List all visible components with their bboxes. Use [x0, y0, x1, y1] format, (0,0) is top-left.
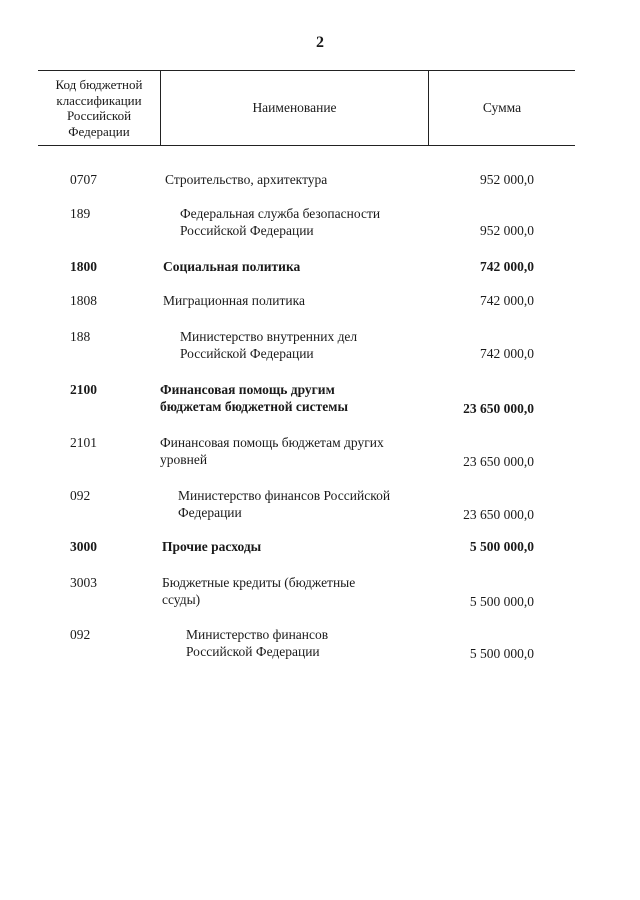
row-code: 0707 [70, 172, 97, 187]
row-amount: 23 650 000,0 [463, 454, 534, 469]
row-code: 3003 [70, 575, 97, 590]
row-amount: 742 000,0 [480, 293, 534, 308]
row-code: 092 [70, 627, 91, 642]
row-amount: 742 000,0 [480, 259, 534, 274]
row-code: 2100 [70, 382, 97, 397]
row-name: Министерство финансов Российской Федерации [178, 488, 391, 520]
header-name: Наименование [252, 100, 337, 115]
row-amount: 5 500 000,0 [469, 646, 534, 661]
row-amount: 742 000,0 [480, 346, 534, 361]
page-number: 2 [316, 34, 324, 51]
row-code: 1808 [70, 293, 97, 308]
row-name: Финансовая помощь бюджетам других уровней [160, 435, 384, 467]
row-name: Министерство финансов Российской Федерации [186, 627, 329, 659]
row-name: Федеральная служба безопасности Российской Федерации [180, 206, 381, 238]
row-name: Бюджетные кредиты (бюджетные ссуды) [162, 575, 356, 607]
row-name: Строительство, архитектура [165, 172, 328, 187]
row-name: Министерство внутренних дел Российской Федерации [180, 329, 358, 361]
row-code: 2101 [70, 435, 97, 450]
header-code: Код бюджетной классификации Российской Федерации [55, 77, 143, 139]
row-name: Финансовая помощь другим бюджетам бюджетной системы [160, 382, 349, 414]
row-amount: 5 500 000,0 [469, 539, 534, 554]
row-amount: 952 000,0 [480, 223, 534, 238]
row-amount: 952 000,0 [480, 172, 534, 187]
row-amount: 23 650 000,0 [463, 507, 534, 522]
row-name: Миграционная политика [163, 293, 305, 308]
header-amount: Сумма [482, 100, 522, 115]
table-header [38, 70, 575, 146]
row-code: 3000 [70, 539, 97, 554]
row-code: 1800 [70, 259, 97, 274]
row-name: Прочие расходы [162, 539, 262, 554]
row-code: 189 [70, 206, 91, 221]
row-amount: 5 500 000,0 [469, 594, 534, 609]
row-code: 188 [70, 329, 91, 344]
row-amount: 23 650 000,0 [463, 401, 534, 416]
row-name: Социальная политика [163, 259, 301, 274]
row-code: 092 [70, 488, 91, 503]
